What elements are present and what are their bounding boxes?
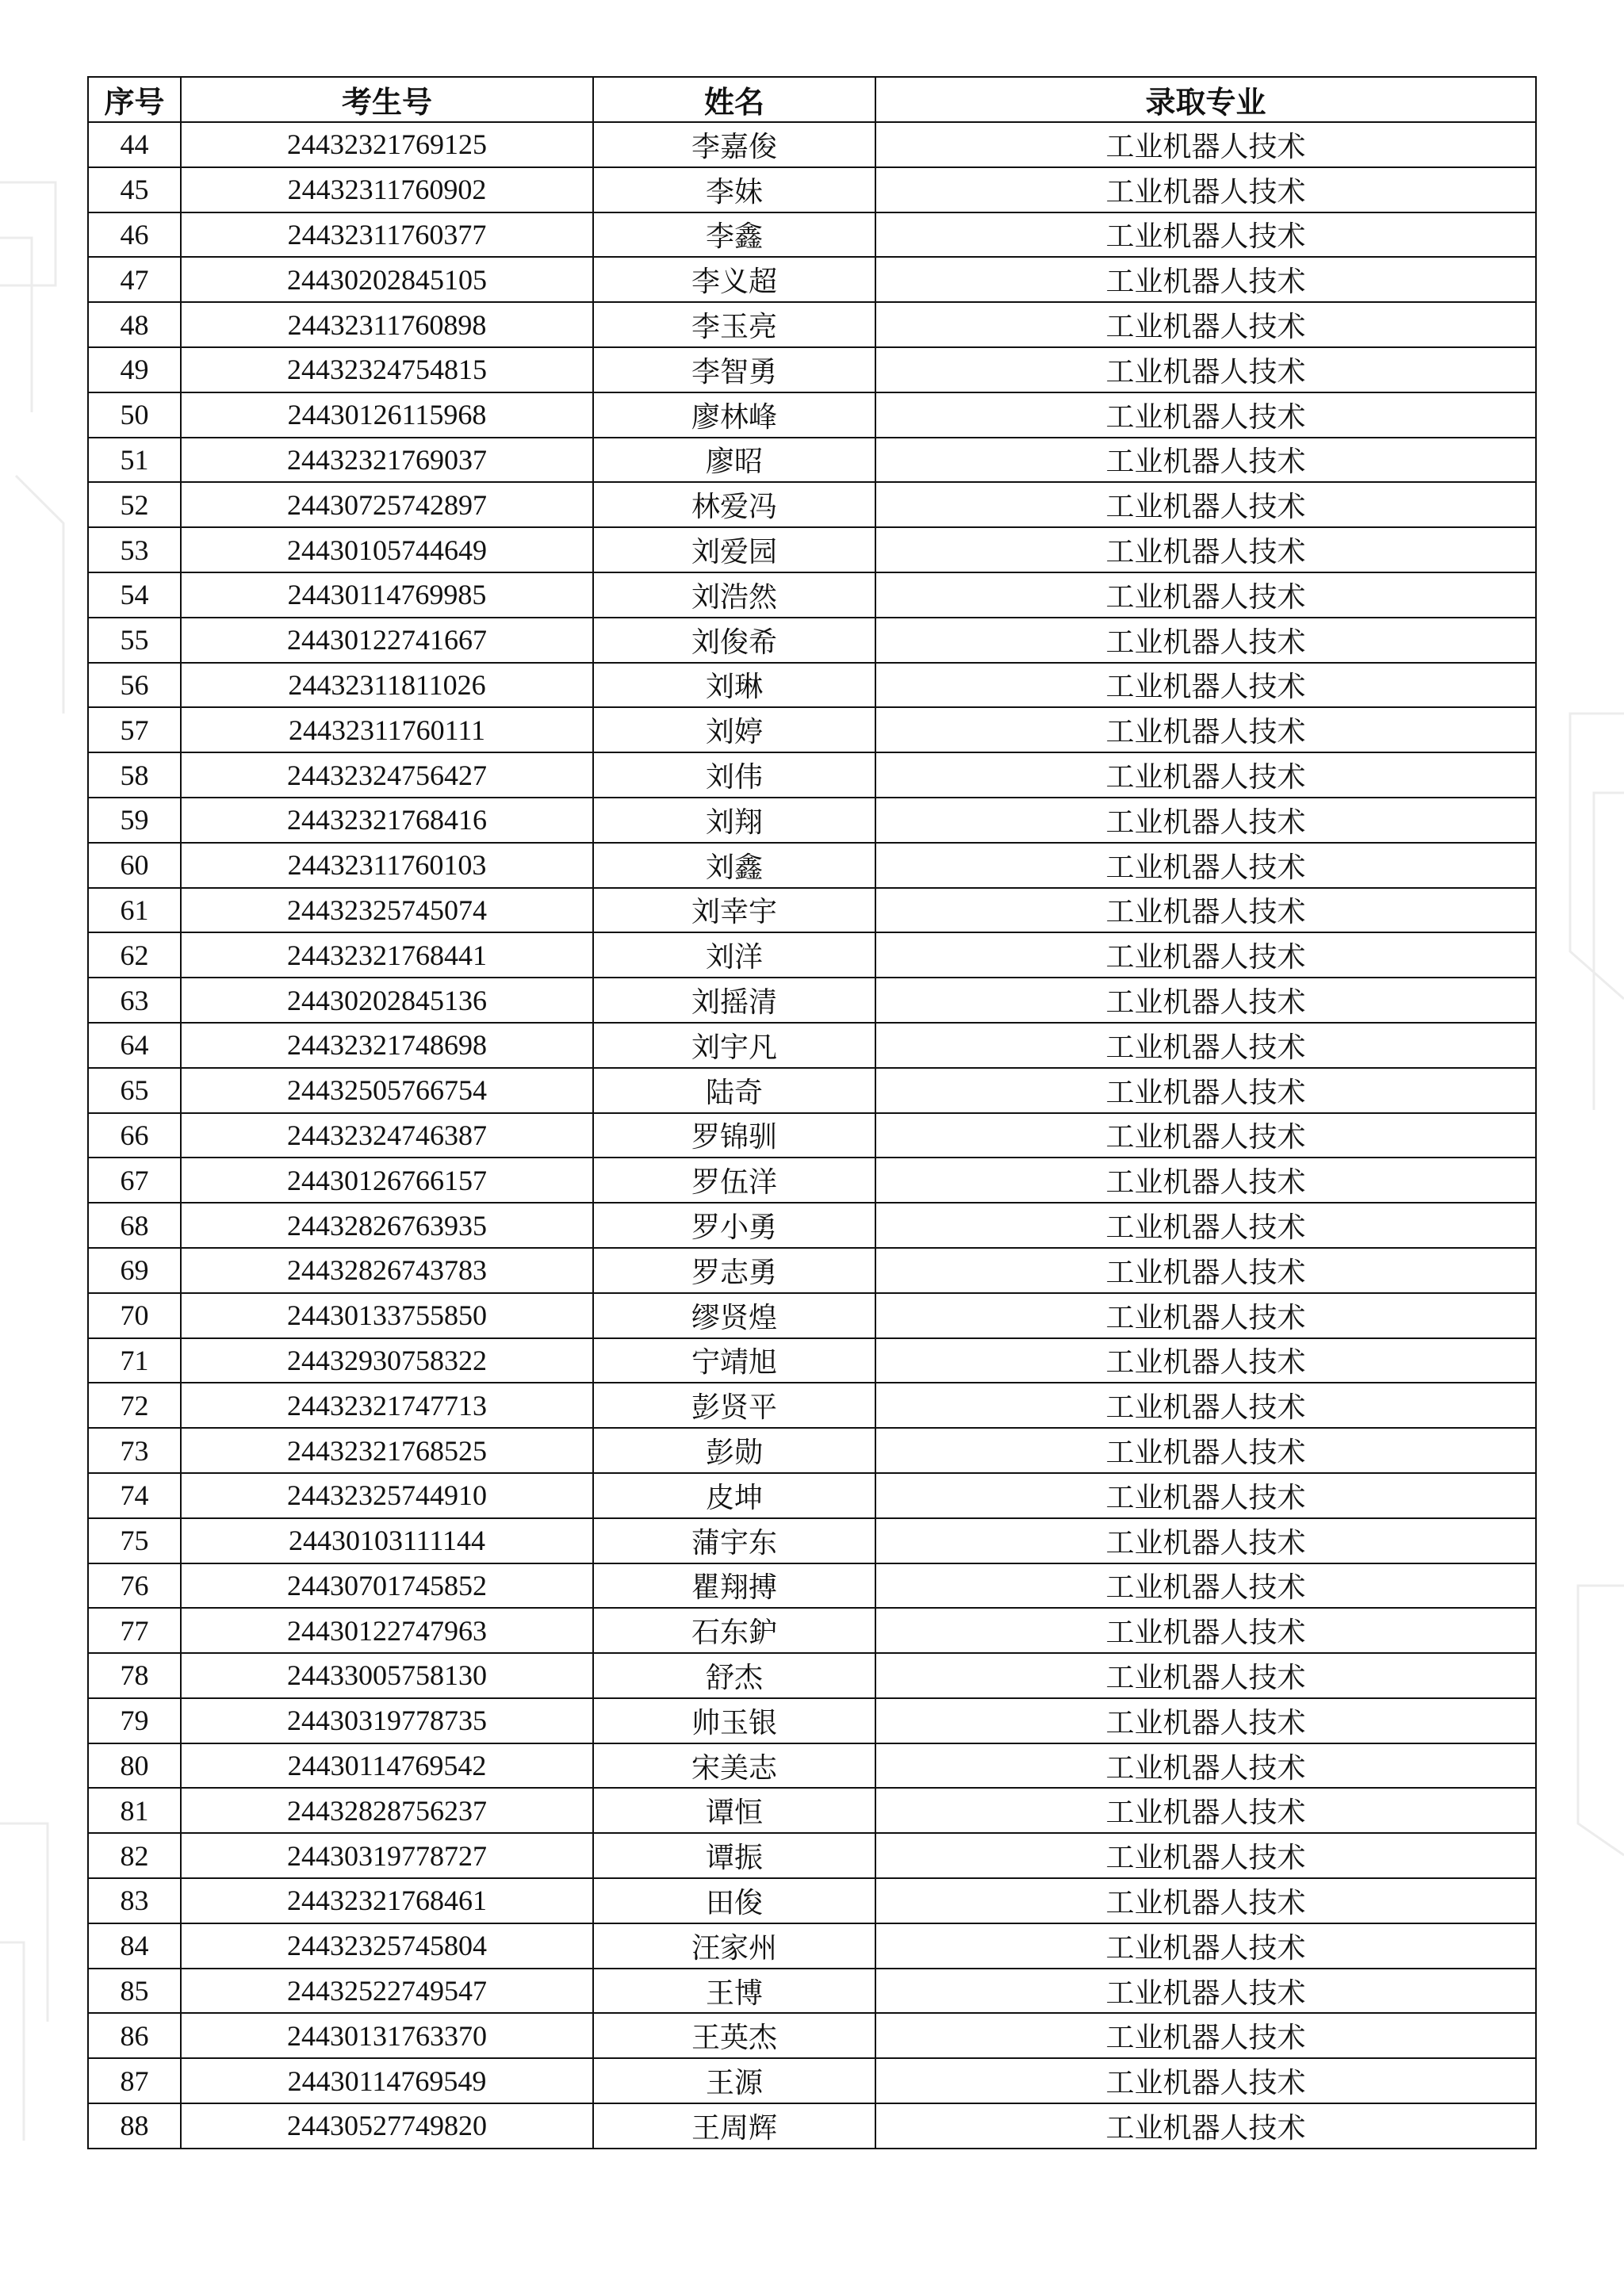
- name-cell: 罗小勇: [593, 1203, 875, 1248]
- table-row: [88, 167, 1536, 212]
- serial-number-cell: 46: [88, 212, 181, 258]
- serial-number-cell: 88: [88, 2103, 181, 2149]
- table-row: [88, 1428, 1536, 1473]
- table-row: [88, 1743, 1536, 1789]
- candidate-number-cell: 24432321747713: [181, 1383, 593, 1428]
- major-cell: 工业机器人技术: [875, 122, 1536, 167]
- name-cell: 田俊: [593, 1878, 875, 1923]
- name-cell: 刘琳: [593, 663, 875, 708]
- major-cell: 工业机器人技术: [875, 482, 1536, 527]
- name-cell: 石东鈩: [593, 1608, 875, 1653]
- name-cell: 李义超: [593, 257, 875, 302]
- name-cell: 谭恒: [593, 1788, 875, 1833]
- name-cell: 刘浩然: [593, 572, 875, 618]
- candidate-number-cell: 24432828756237: [181, 1788, 593, 1833]
- candidate-number-cell: 24432311760898: [181, 302, 593, 347]
- name-cell: 刘宇凡: [593, 1023, 875, 1068]
- major-cell: 工业机器人技术: [875, 167, 1536, 212]
- name-cell: 刘摇清: [593, 978, 875, 1023]
- candidate-number-cell: 24432321768441: [181, 932, 593, 978]
- major-cell: 工业机器人技术: [875, 438, 1536, 483]
- name-cell: 刘婷: [593, 707, 875, 752]
- table-row: [88, 1788, 1536, 1833]
- name-cell: 刘爱园: [593, 527, 875, 572]
- name-cell: 谭振: [593, 1833, 875, 1878]
- name-cell: 刘洋: [593, 932, 875, 978]
- candidate-number-cell: 24430319778735: [181, 1698, 593, 1743]
- serial-number-cell: 55: [88, 618, 181, 663]
- name-cell: 李鑫: [593, 212, 875, 258]
- serial-number-cell: 74: [88, 1473, 181, 1518]
- name-cell: 王源: [593, 2058, 875, 2103]
- name-cell: 帅玉银: [593, 1698, 875, 1743]
- name-cell: 廖林峰: [593, 392, 875, 438]
- serial-number-cell: 54: [88, 572, 181, 618]
- table-row: [88, 2058, 1536, 2103]
- major-cell: 工业机器人技术: [875, 843, 1536, 888]
- table-row: [88, 1383, 1536, 1428]
- serial-number-cell: 63: [88, 978, 181, 1023]
- table-row: [88, 843, 1536, 888]
- major-cell: 工业机器人技术: [875, 1788, 1536, 1833]
- table-row: [88, 1563, 1536, 1609]
- table-row: [88, 798, 1536, 843]
- table-row: [88, 1473, 1536, 1518]
- major-cell: 工业机器人技术: [875, 1608, 1536, 1653]
- table-row: [88, 978, 1536, 1023]
- major-cell: 工业机器人技术: [875, 1293, 1536, 1338]
- serial-number-cell: 56: [88, 663, 181, 708]
- serial-number-cell: 64: [88, 1023, 181, 1068]
- candidate-number-cell: 24430133755850: [181, 1293, 593, 1338]
- name-cell: 陆奇: [593, 1068, 875, 1113]
- table-row: [88, 438, 1536, 483]
- table-row: [88, 1068, 1536, 1113]
- major-cell: 工业机器人技术: [875, 1068, 1536, 1113]
- header-name: 姓名: [593, 77, 875, 122]
- major-cell: 工业机器人技术: [875, 1338, 1536, 1383]
- name-cell: 罗锦驯: [593, 1113, 875, 1158]
- table-row: [88, 392, 1536, 438]
- major-cell: 工业机器人技术: [875, 257, 1536, 302]
- name-cell: 林爱冯: [593, 482, 875, 527]
- candidate-number-cell: 24432324756427: [181, 752, 593, 798]
- name-cell: 李玉亮: [593, 302, 875, 347]
- major-cell: 工业机器人技术: [875, 1248, 1536, 1293]
- candidate-number-cell: 24430725742897: [181, 482, 593, 527]
- table-row: [88, 1158, 1536, 1203]
- major-cell: 工业机器人技术: [875, 978, 1536, 1023]
- candidate-number-cell: 24430122741667: [181, 618, 593, 663]
- serial-number-cell: 71: [88, 1338, 181, 1383]
- table-row: [88, 1653, 1536, 1698]
- candidate-number-cell: 24430114769549: [181, 2058, 593, 2103]
- serial-number-cell: 76: [88, 1563, 181, 1609]
- candidate-number-cell: 24430114769985: [181, 572, 593, 618]
- major-cell: 工业机器人技术: [875, 1113, 1536, 1158]
- serial-number-cell: 83: [88, 1878, 181, 1923]
- serial-number-cell: 51: [88, 438, 181, 483]
- serial-number-cell: 87: [88, 2058, 181, 2103]
- serial-number-cell: 59: [88, 798, 181, 843]
- table-row: [88, 1698, 1536, 1743]
- table-row: [88, 482, 1536, 527]
- table-row: [88, 1833, 1536, 1878]
- serial-number-cell: 65: [88, 1068, 181, 1113]
- table-row: [88, 1518, 1536, 1563]
- serial-number-cell: 50: [88, 392, 181, 438]
- major-cell: 工业机器人技术: [875, 1969, 1536, 2014]
- name-cell: 宁靖旭: [593, 1338, 875, 1383]
- candidate-number-cell: 24432325745074: [181, 888, 593, 933]
- name-cell: 瞿翔搏: [593, 1563, 875, 1609]
- candidate-number-cell: 24432321768461: [181, 1878, 593, 1923]
- table-row: [88, 122, 1536, 167]
- table-row: [88, 1608, 1536, 1653]
- candidate-number-cell: 24432930758322: [181, 1338, 593, 1383]
- candidate-number-cell: 24433005758130: [181, 1653, 593, 1698]
- table-row: [88, 527, 1536, 572]
- major-cell: 工业机器人技术: [875, 663, 1536, 708]
- header-major: 录取专业: [875, 77, 1536, 122]
- major-cell: 工业机器人技术: [875, 798, 1536, 843]
- major-cell: 工业机器人技术: [875, 1023, 1536, 1068]
- serial-number-cell: 48: [88, 302, 181, 347]
- major-cell: 工业机器人技术: [875, 302, 1536, 347]
- table-row: [88, 1293, 1536, 1338]
- candidate-number-cell: 24432325745804: [181, 1923, 593, 1969]
- serial-number-cell: 73: [88, 1428, 181, 1473]
- candidate-number-cell: 24432826743783: [181, 1248, 593, 1293]
- candidate-number-cell: 24432311760377: [181, 212, 593, 258]
- serial-number-cell: 66: [88, 1113, 181, 1158]
- serial-number-cell: 49: [88, 347, 181, 392]
- candidate-number-cell: 24432311760103: [181, 843, 593, 888]
- candidate-number-cell: 24432321769125: [181, 122, 593, 167]
- name-cell: 刘伟: [593, 752, 875, 798]
- table-row: [88, 932, 1536, 978]
- candidate-number-cell: 24430202845136: [181, 978, 593, 1023]
- table-row: [88, 2013, 1536, 2058]
- name-cell: 罗伍洋: [593, 1158, 875, 1203]
- major-cell: 工业机器人技术: [875, 888, 1536, 933]
- major-cell: 工业机器人技术: [875, 1833, 1536, 1878]
- name-cell: 舒杰: [593, 1653, 875, 1698]
- serial-number-cell: 60: [88, 843, 181, 888]
- name-cell: 彭勋: [593, 1428, 875, 1473]
- serial-number-cell: 67: [88, 1158, 181, 1203]
- major-cell: 工业机器人技术: [875, 707, 1536, 752]
- major-cell: 工业机器人技术: [875, 932, 1536, 978]
- table-row: [88, 1969, 1536, 2014]
- serial-number-cell: 78: [88, 1653, 181, 1698]
- serial-number-cell: 58: [88, 752, 181, 798]
- candidate-number-cell: 24432324746387: [181, 1113, 593, 1158]
- candidate-number-cell: 24432826763935: [181, 1203, 593, 1248]
- serial-number-cell: 81: [88, 1788, 181, 1833]
- major-cell: 工业机器人技术: [875, 1518, 1536, 1563]
- candidate-number-cell: 24432321748698: [181, 1023, 593, 1068]
- table-row: [88, 752, 1536, 798]
- candidate-number-cell: 24430202845105: [181, 257, 593, 302]
- serial-number-cell: 80: [88, 1743, 181, 1789]
- candidate-number-cell: 24430103111144: [181, 1518, 593, 1563]
- name-cell: 廖昭: [593, 438, 875, 483]
- name-cell: 宋美志: [593, 1743, 875, 1789]
- candidate-number-cell: 24432324754815: [181, 347, 593, 392]
- serial-number-cell: 45: [88, 167, 181, 212]
- major-cell: 工业机器人技术: [875, 1923, 1536, 1969]
- major-cell: 工业机器人技术: [875, 392, 1536, 438]
- serial-number-cell: 68: [88, 1203, 181, 1248]
- major-cell: 工业机器人技术: [875, 1428, 1536, 1473]
- name-cell: 刘翔: [593, 798, 875, 843]
- name-cell: 李嘉俊: [593, 122, 875, 167]
- candidate-number-cell: 24432311760111: [181, 707, 593, 752]
- candidate-number-cell: 24430122747963: [181, 1608, 593, 1653]
- header-serial-number: 序号: [88, 77, 181, 122]
- name-cell: 汪家州: [593, 1923, 875, 1969]
- table-row: [88, 1023, 1536, 1068]
- major-cell: 工业机器人技术: [875, 618, 1536, 663]
- table-row: [88, 2103, 1536, 2149]
- candidate-number-cell: 24432522749547: [181, 1969, 593, 2014]
- serial-number-cell: 77: [88, 1608, 181, 1653]
- name-cell: 罗志勇: [593, 1248, 875, 1293]
- major-cell: 工业机器人技术: [875, 572, 1536, 618]
- table-row: [88, 347, 1536, 392]
- table-row: [88, 888, 1536, 933]
- candidate-number-cell: 24430114769542: [181, 1743, 593, 1789]
- table-row: [88, 1203, 1536, 1248]
- serial-number-cell: 57: [88, 707, 181, 752]
- name-cell: 刘俊希: [593, 618, 875, 663]
- serial-number-cell: 82: [88, 1833, 181, 1878]
- table-row: [88, 302, 1536, 347]
- candidate-number-cell: 24430319778727: [181, 1833, 593, 1878]
- major-cell: 工业机器人技术: [875, 527, 1536, 572]
- major-cell: 工业机器人技术: [875, 347, 1536, 392]
- major-cell: 工业机器人技术: [875, 1158, 1536, 1203]
- candidate-number-cell: 24430105744649: [181, 527, 593, 572]
- serial-number-cell: 85: [88, 1969, 181, 2014]
- candidate-number-cell: 24430701745852: [181, 1563, 593, 1609]
- table-row: [88, 618, 1536, 663]
- name-cell: 蒲宇东: [593, 1518, 875, 1563]
- major-cell: 工业机器人技术: [875, 1473, 1536, 1518]
- table-row: [88, 1878, 1536, 1923]
- table-row: [88, 1113, 1536, 1158]
- major-cell: 工业机器人技术: [875, 1383, 1536, 1428]
- name-cell: 刘幸宇: [593, 888, 875, 933]
- serial-number-cell: 69: [88, 1248, 181, 1293]
- table-row: [88, 1923, 1536, 1969]
- table-row: [88, 707, 1536, 752]
- serial-number-cell: 52: [88, 482, 181, 527]
- serial-number-cell: 44: [88, 122, 181, 167]
- table-row: [88, 1338, 1536, 1383]
- candidate-number-cell: 24432505766754: [181, 1068, 593, 1113]
- name-cell: 缪贤煌: [593, 1293, 875, 1338]
- table-body: [88, 122, 1536, 2149]
- name-cell: 李妹: [593, 167, 875, 212]
- name-cell: 王博: [593, 1969, 875, 2014]
- candidate-number-cell: 24430527749820: [181, 2103, 593, 2149]
- table-row: [88, 663, 1536, 708]
- candidate-number-cell: 24432311760902: [181, 167, 593, 212]
- major-cell: 工业机器人技术: [875, 1203, 1536, 1248]
- serial-number-cell: 75: [88, 1518, 181, 1563]
- serial-number-cell: 70: [88, 1293, 181, 1338]
- major-cell: 工业机器人技术: [875, 2103, 1536, 2149]
- serial-number-cell: 53: [88, 527, 181, 572]
- serial-number-cell: 47: [88, 257, 181, 302]
- major-cell: 工业机器人技术: [875, 2058, 1536, 2103]
- serial-number-cell: 62: [88, 932, 181, 978]
- table-row: [88, 257, 1536, 302]
- candidate-number-cell: 24432321768525: [181, 1428, 593, 1473]
- serial-number-cell: 61: [88, 888, 181, 933]
- table-row: [88, 212, 1536, 258]
- table-header-row: [88, 77, 1536, 122]
- name-cell: 李智勇: [593, 347, 875, 392]
- admission-table: [87, 76, 1537, 2149]
- serial-number-cell: 84: [88, 1923, 181, 1969]
- major-cell: 工业机器人技术: [875, 1878, 1536, 1923]
- candidate-number-cell: 24430131763370: [181, 2013, 593, 2058]
- name-cell: 皮坤: [593, 1473, 875, 1518]
- serial-number-cell: 72: [88, 1383, 181, 1428]
- major-cell: 工业机器人技术: [875, 1653, 1536, 1698]
- candidate-number-cell: 24432321768416: [181, 798, 593, 843]
- major-cell: 工业机器人技术: [875, 1698, 1536, 1743]
- header-candidate-number: 考生号: [181, 77, 593, 122]
- major-cell: 工业机器人技术: [875, 212, 1536, 258]
- candidate-number-cell: 24432321769037: [181, 438, 593, 483]
- candidate-number-cell: 24430126115968: [181, 392, 593, 438]
- major-cell: 工业机器人技术: [875, 1743, 1536, 1789]
- name-cell: 刘鑫: [593, 843, 875, 888]
- name-cell: 彭贤平: [593, 1383, 875, 1428]
- table-row: [88, 1248, 1536, 1293]
- serial-number-cell: 79: [88, 1698, 181, 1743]
- candidate-number-cell: 24432325744910: [181, 1473, 593, 1518]
- name-cell: 王英杰: [593, 2013, 875, 2058]
- candidate-number-cell: 24432311811026: [181, 663, 593, 708]
- candidate-number-cell: 24430126766157: [181, 1158, 593, 1203]
- name-cell: 王周辉: [593, 2103, 875, 2149]
- major-cell: 工业机器人技术: [875, 1563, 1536, 1609]
- major-cell: 工业机器人技术: [875, 2013, 1536, 2058]
- table-row: [88, 572, 1536, 618]
- major-cell: 工业机器人技术: [875, 752, 1536, 798]
- serial-number-cell: 86: [88, 2013, 181, 2058]
